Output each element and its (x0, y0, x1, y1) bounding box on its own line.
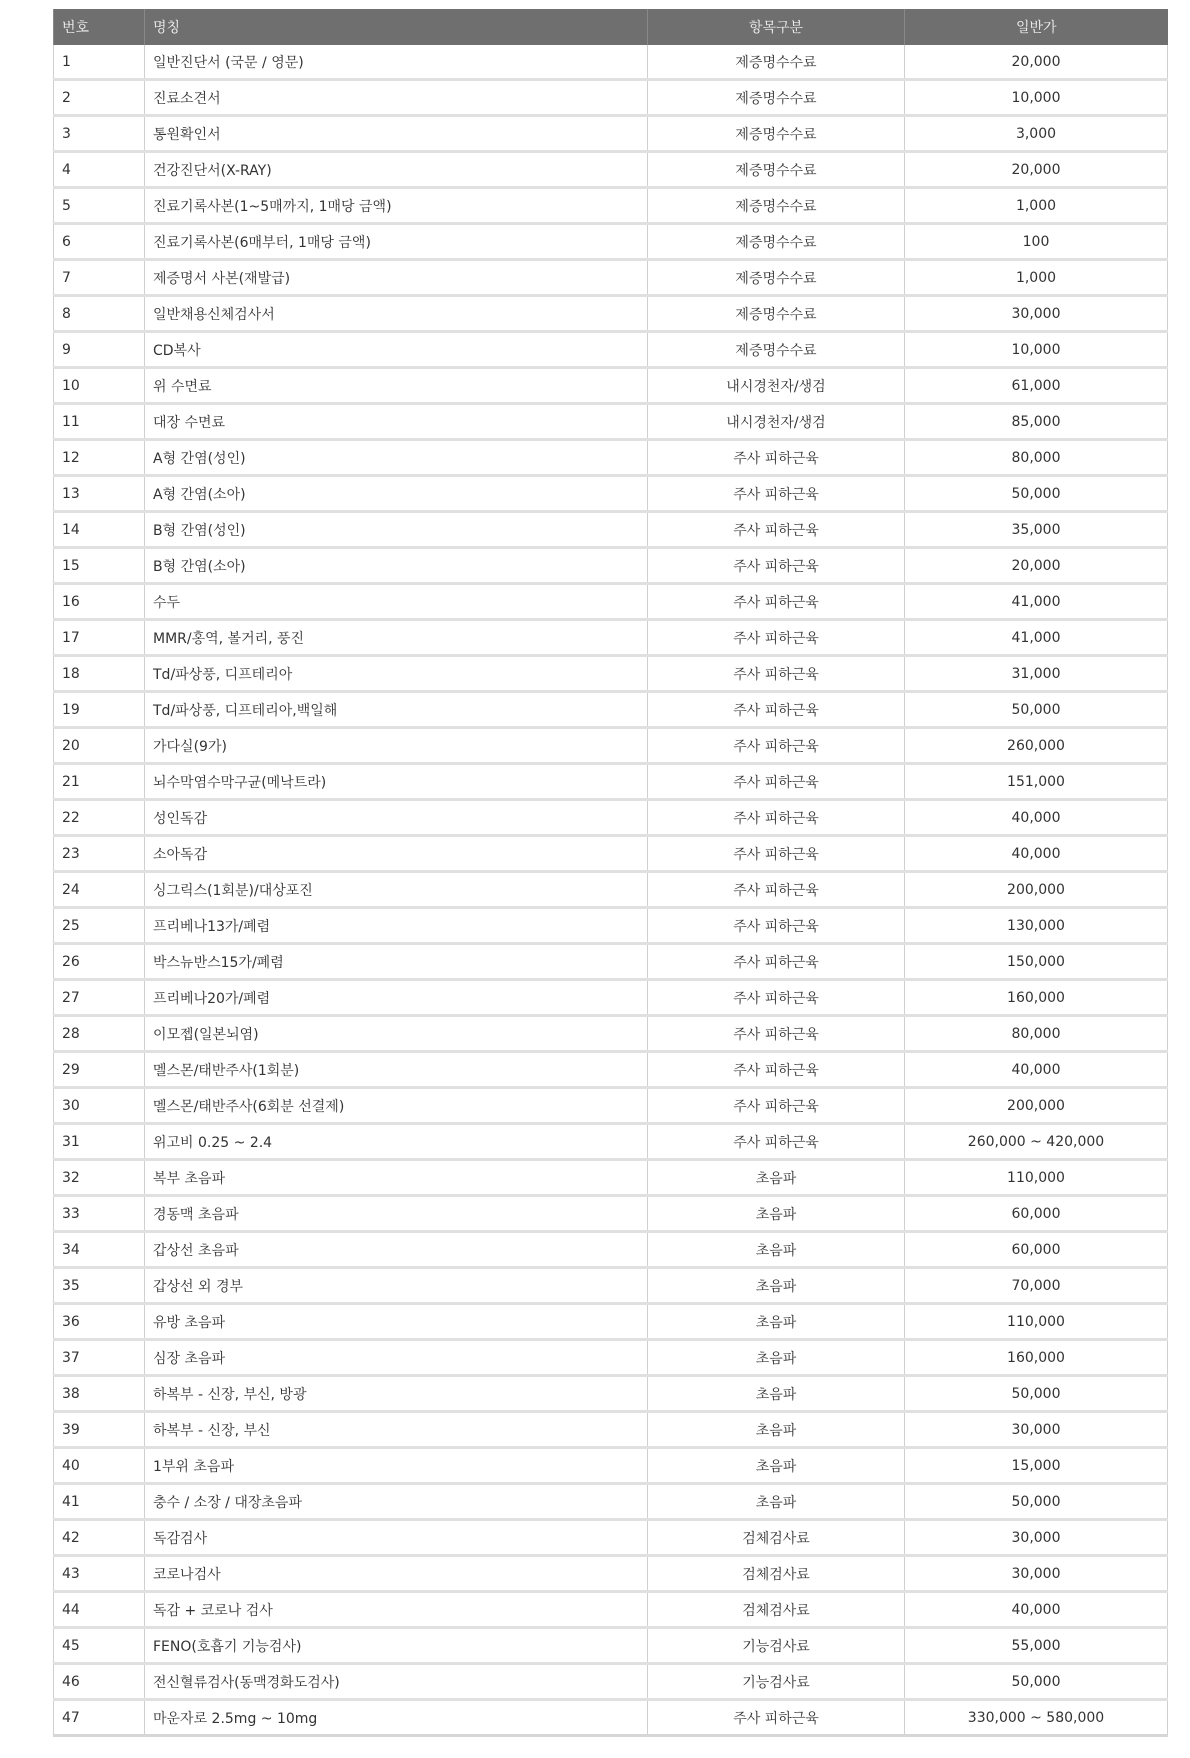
row-number: 2 (54, 80, 145, 116)
row-number: 4 (54, 152, 145, 188)
header-category: 항목구분 (648, 9, 905, 45)
row-category: 제증명수수료 (648, 116, 905, 152)
row-category: 주사 피하근육 (648, 584, 905, 620)
row-price: 10,000 (905, 332, 1168, 368)
row-name: 진료소견서 (145, 80, 648, 116)
row-category: 주사 피하근육 (648, 656, 905, 692)
row-price: 10,000 (905, 80, 1168, 116)
row-number: 37 (54, 1340, 145, 1376)
row-price: 35,000 (905, 512, 1168, 548)
row-name: 1부위 초음파 (145, 1448, 648, 1484)
row-number: 40 (54, 1448, 145, 1484)
price-table (53, 9, 1168, 1737)
table-row (54, 764, 1168, 800)
row-price: 80,000 (905, 440, 1168, 476)
row-price: 30,000 (905, 1520, 1168, 1556)
row-category: 주사 피하근육 (648, 944, 905, 980)
table-row (54, 1520, 1168, 1556)
row-price: 40,000 (905, 800, 1168, 836)
row-price: 20,000 (905, 152, 1168, 188)
row-number: 13 (54, 476, 145, 512)
row-category: 주사 피하근육 (648, 1124, 905, 1160)
row-price: 40,000 (905, 1592, 1168, 1628)
row-category: 주사 피하근육 (648, 908, 905, 944)
row-category: 내시경천자/생검 (648, 404, 905, 440)
row-category: 주사 피하근육 (648, 1088, 905, 1124)
row-price: 50,000 (905, 1664, 1168, 1700)
row-category: 주사 피하근육 (648, 872, 905, 908)
row-category: 주사 피하근육 (648, 512, 905, 548)
row-price: 110,000 (905, 1304, 1168, 1340)
row-number: 9 (54, 332, 145, 368)
row-category: 초음파 (648, 1160, 905, 1196)
row-price: 60,000 (905, 1232, 1168, 1268)
table-row (54, 944, 1168, 980)
row-category: 기능검사료 (648, 1664, 905, 1700)
row-category: 주사 피하근육 (648, 440, 905, 476)
table-row (54, 980, 1168, 1016)
row-name: 성인독감 (145, 800, 648, 836)
row-category: 제증명수수료 (648, 80, 905, 116)
row-price: 160,000 (905, 980, 1168, 1016)
table-row (54, 296, 1168, 332)
table-row (54, 728, 1168, 764)
row-category: 주사 피하근육 (648, 800, 905, 836)
row-number: 1 (54, 45, 145, 80)
row-name: 소아독감 (145, 836, 648, 872)
row-category: 초음파 (648, 1448, 905, 1484)
row-name: CD복사 (145, 332, 648, 368)
row-number: 23 (54, 836, 145, 872)
row-name: 갑상선 외 경부 (145, 1268, 648, 1304)
row-number: 34 (54, 1232, 145, 1268)
table-row (54, 224, 1168, 260)
row-price: 1,000 (905, 188, 1168, 224)
row-price: 110,000 (905, 1160, 1168, 1196)
row-category: 주사 피하근육 (648, 1052, 905, 1088)
row-price: 200,000 (905, 872, 1168, 908)
row-number: 35 (54, 1268, 145, 1304)
row-name: 프리베나20가/폐렴 (145, 980, 648, 1016)
row-name: A형 간염(성인) (145, 440, 648, 476)
row-number: 19 (54, 692, 145, 728)
row-category: 내시경천자/생검 (648, 368, 905, 404)
row-name: 갑상선 초음파 (145, 1232, 648, 1268)
table-row (54, 908, 1168, 944)
row-category: 제증명수수료 (648, 152, 905, 188)
row-number: 27 (54, 980, 145, 1016)
table-header-row (54, 9, 1168, 45)
row-price: 15,000 (905, 1448, 1168, 1484)
row-name: 진료기록사본(1~5매까지, 1매당 금액) (145, 188, 648, 224)
row-name: 수두 (145, 584, 648, 620)
table-row (54, 260, 1168, 296)
row-price: 55,000 (905, 1628, 1168, 1664)
row-number: 29 (54, 1052, 145, 1088)
row-name: 멜스몬/태반주사(6회분 선결제) (145, 1088, 648, 1124)
row-category: 검체검사료 (648, 1592, 905, 1628)
row-name: 일반진단서 (국문 / 영문) (145, 45, 648, 80)
table-row (54, 404, 1168, 440)
table-row (54, 800, 1168, 836)
table-row (54, 1412, 1168, 1448)
table-row (54, 692, 1168, 728)
table-row (54, 1448, 1168, 1484)
row-name: 복부 초음파 (145, 1160, 648, 1196)
row-number: 30 (54, 1088, 145, 1124)
row-number: 12 (54, 440, 145, 476)
row-number: 14 (54, 512, 145, 548)
table-row (54, 1592, 1168, 1628)
row-category: 주사 피하근육 (648, 476, 905, 512)
row-price: 41,000 (905, 620, 1168, 656)
row-price: 3,000 (905, 116, 1168, 152)
row-name: 뇌수막염수막구균(메낙트라) (145, 764, 648, 800)
row-price: 60,000 (905, 1196, 1168, 1232)
row-price: 150,000 (905, 944, 1168, 980)
row-number: 15 (54, 548, 145, 584)
row-name: 코로나검사 (145, 1556, 648, 1592)
table-row (54, 332, 1168, 368)
table-row (54, 872, 1168, 908)
row-name: 경동맥 초음파 (145, 1196, 648, 1232)
table-row (54, 1196, 1168, 1232)
table-row (54, 1700, 1168, 1736)
row-name: B형 간염(성인) (145, 512, 648, 548)
row-number: 31 (54, 1124, 145, 1160)
table-row (54, 440, 1168, 476)
row-category: 제증명수수료 (648, 188, 905, 224)
row-number: 22 (54, 800, 145, 836)
row-number: 6 (54, 224, 145, 260)
row-category: 주사 피하근육 (648, 1700, 905, 1736)
table-row (54, 620, 1168, 656)
row-name: 심장 초음파 (145, 1340, 648, 1376)
row-number: 17 (54, 620, 145, 656)
row-name: 이모젭(일본뇌염) (145, 1016, 648, 1052)
row-price: 61,000 (905, 368, 1168, 404)
row-category: 초음파 (648, 1376, 905, 1412)
row-category: 주사 피하근육 (648, 836, 905, 872)
table-row (54, 1268, 1168, 1304)
row-category: 제증명수수료 (648, 224, 905, 260)
row-number: 16 (54, 584, 145, 620)
row-price: 20,000 (905, 548, 1168, 584)
row-category: 제증명수수료 (648, 45, 905, 80)
row-number: 11 (54, 404, 145, 440)
row-number: 7 (54, 260, 145, 296)
row-category: 제증명수수료 (648, 332, 905, 368)
table-row (54, 1232, 1168, 1268)
row-category: 주사 피하근육 (648, 980, 905, 1016)
table-row (54, 368, 1168, 404)
row-price: 31,000 (905, 656, 1168, 692)
row-name: A형 간염(소아) (145, 476, 648, 512)
row-price: 330,000 ~ 580,000 (905, 1700, 1168, 1736)
row-number: 47 (54, 1700, 145, 1736)
row-name: 충수 / 소장 / 대장초음파 (145, 1484, 648, 1520)
table-row (54, 1052, 1168, 1088)
row-number: 5 (54, 188, 145, 224)
row-price: 20,000 (905, 45, 1168, 80)
row-number: 32 (54, 1160, 145, 1196)
row-name: MMR/홍역, 볼거리, 풍진 (145, 620, 648, 656)
row-number: 3 (54, 116, 145, 152)
row-category: 검체검사료 (648, 1520, 905, 1556)
table-row (54, 1664, 1168, 1700)
row-name: 하복부 - 신장, 부신 (145, 1412, 648, 1448)
row-category: 초음파 (648, 1196, 905, 1232)
row-price: 260,000 (905, 728, 1168, 764)
row-number: 33 (54, 1196, 145, 1232)
row-name: 전신혈류검사(동맥경화도검사) (145, 1664, 648, 1700)
row-number: 38 (54, 1376, 145, 1412)
row-name: 위고비 0.25 ~ 2.4 (145, 1124, 648, 1160)
row-price: 30,000 (905, 1412, 1168, 1448)
row-price: 50,000 (905, 692, 1168, 728)
row-name: 하복부 - 신장, 부신, 방광 (145, 1376, 648, 1412)
row-price: 50,000 (905, 1484, 1168, 1520)
row-name: 박스뉴반스15가/폐렴 (145, 944, 648, 980)
row-number: 41 (54, 1484, 145, 1520)
row-name: 독감 + 코로나 검사 (145, 1592, 648, 1628)
row-price: 30,000 (905, 1556, 1168, 1592)
row-number: 24 (54, 872, 145, 908)
table-row (54, 476, 1168, 512)
row-number: 28 (54, 1016, 145, 1052)
row-price: 160,000 (905, 1340, 1168, 1376)
row-number: 20 (54, 728, 145, 764)
table-row (54, 1016, 1168, 1052)
row-name: 진료기록사본(6매부터, 1매당 금액) (145, 224, 648, 260)
row-category: 초음파 (648, 1340, 905, 1376)
row-price: 70,000 (905, 1268, 1168, 1304)
row-category: 주사 피하근육 (648, 764, 905, 800)
row-category: 초음파 (648, 1484, 905, 1520)
table-row (54, 1628, 1168, 1664)
row-name: 프리베나13가/폐렴 (145, 908, 648, 944)
row-name: 대장 수면료 (145, 404, 648, 440)
table-row (54, 80, 1168, 116)
row-number: 36 (54, 1304, 145, 1340)
row-category: 검체검사료 (648, 1556, 905, 1592)
table-row (54, 152, 1168, 188)
row-price: 151,000 (905, 764, 1168, 800)
row-name: B형 간염(소아) (145, 548, 648, 584)
row-price: 130,000 (905, 908, 1168, 944)
row-number: 42 (54, 1520, 145, 1556)
row-name: 건강진단서(X-RAY) (145, 152, 648, 188)
row-name: Td/파상풍, 디프테리아 (145, 656, 648, 692)
row-category: 주사 피하근육 (648, 728, 905, 764)
table-row (54, 512, 1168, 548)
row-number: 44 (54, 1592, 145, 1628)
table-row (54, 45, 1168, 80)
row-price: 50,000 (905, 476, 1168, 512)
table-row (54, 1340, 1168, 1376)
row-price: 40,000 (905, 836, 1168, 872)
row-price: 200,000 (905, 1088, 1168, 1124)
row-category: 주사 피하근육 (648, 548, 905, 584)
table-row (54, 548, 1168, 584)
row-category: 초음파 (648, 1232, 905, 1268)
row-price: 260,000 ~ 420,000 (905, 1124, 1168, 1160)
row-name: 마운자로 2.5mg ~ 10mg (145, 1700, 648, 1736)
row-number: 21 (54, 764, 145, 800)
row-number: 43 (54, 1556, 145, 1592)
row-category: 주사 피하근육 (648, 620, 905, 656)
row-price: 85,000 (905, 404, 1168, 440)
row-number: 46 (54, 1664, 145, 1700)
row-number: 45 (54, 1628, 145, 1664)
row-category: 초음파 (648, 1412, 905, 1448)
row-number: 10 (54, 368, 145, 404)
row-name: 가다실(9가) (145, 728, 648, 764)
row-name: 위 수면료 (145, 368, 648, 404)
row-number: 25 (54, 908, 145, 944)
row-price: 50,000 (905, 1376, 1168, 1412)
table-row (54, 1124, 1168, 1160)
row-category: 주사 피하근육 (648, 1016, 905, 1052)
table-row (54, 584, 1168, 620)
row-name: 일반채용신체검사서 (145, 296, 648, 332)
table-row (54, 1484, 1168, 1520)
row-number: 18 (54, 656, 145, 692)
row-price: 80,000 (905, 1016, 1168, 1052)
row-price: 100 (905, 224, 1168, 260)
table-row (54, 1304, 1168, 1340)
row-category: 제증명수수료 (648, 296, 905, 332)
row-name: 유방 초음파 (145, 1304, 648, 1340)
table-row (54, 1556, 1168, 1592)
header-number: 번호 (54, 9, 145, 45)
row-price: 40,000 (905, 1052, 1168, 1088)
header-price: 일반가 (905, 9, 1168, 45)
row-price: 1,000 (905, 260, 1168, 296)
row-name: FENO(호흡기 기능검사) (145, 1628, 648, 1664)
row-category: 기능검사료 (648, 1628, 905, 1664)
row-category: 제증명수수료 (648, 260, 905, 296)
table-row (54, 836, 1168, 872)
row-number: 8 (54, 296, 145, 332)
table-row (54, 1160, 1168, 1196)
row-number: 39 (54, 1412, 145, 1448)
table-row (54, 1376, 1168, 1412)
row-name: 제증명서 사본(재발급) (145, 260, 648, 296)
row-name: Td/파상풍, 디프테리아,백일해 (145, 692, 648, 728)
row-name: 싱그릭스(1회분)/대상포진 (145, 872, 648, 908)
row-price: 30,000 (905, 296, 1168, 332)
table-row (54, 188, 1168, 224)
row-name: 독감검사 (145, 1520, 648, 1556)
header-name: 명칭 (145, 9, 648, 45)
row-category: 주사 피하근육 (648, 692, 905, 728)
row-name: 통원확인서 (145, 116, 648, 152)
row-number: 26 (54, 944, 145, 980)
table-row (54, 656, 1168, 692)
table-row (54, 116, 1168, 152)
row-name: 멜스몬/태반주사(1회분) (145, 1052, 648, 1088)
row-category: 초음파 (648, 1268, 905, 1304)
row-category: 초음파 (648, 1304, 905, 1340)
row-price: 41,000 (905, 584, 1168, 620)
table-row (54, 1088, 1168, 1124)
